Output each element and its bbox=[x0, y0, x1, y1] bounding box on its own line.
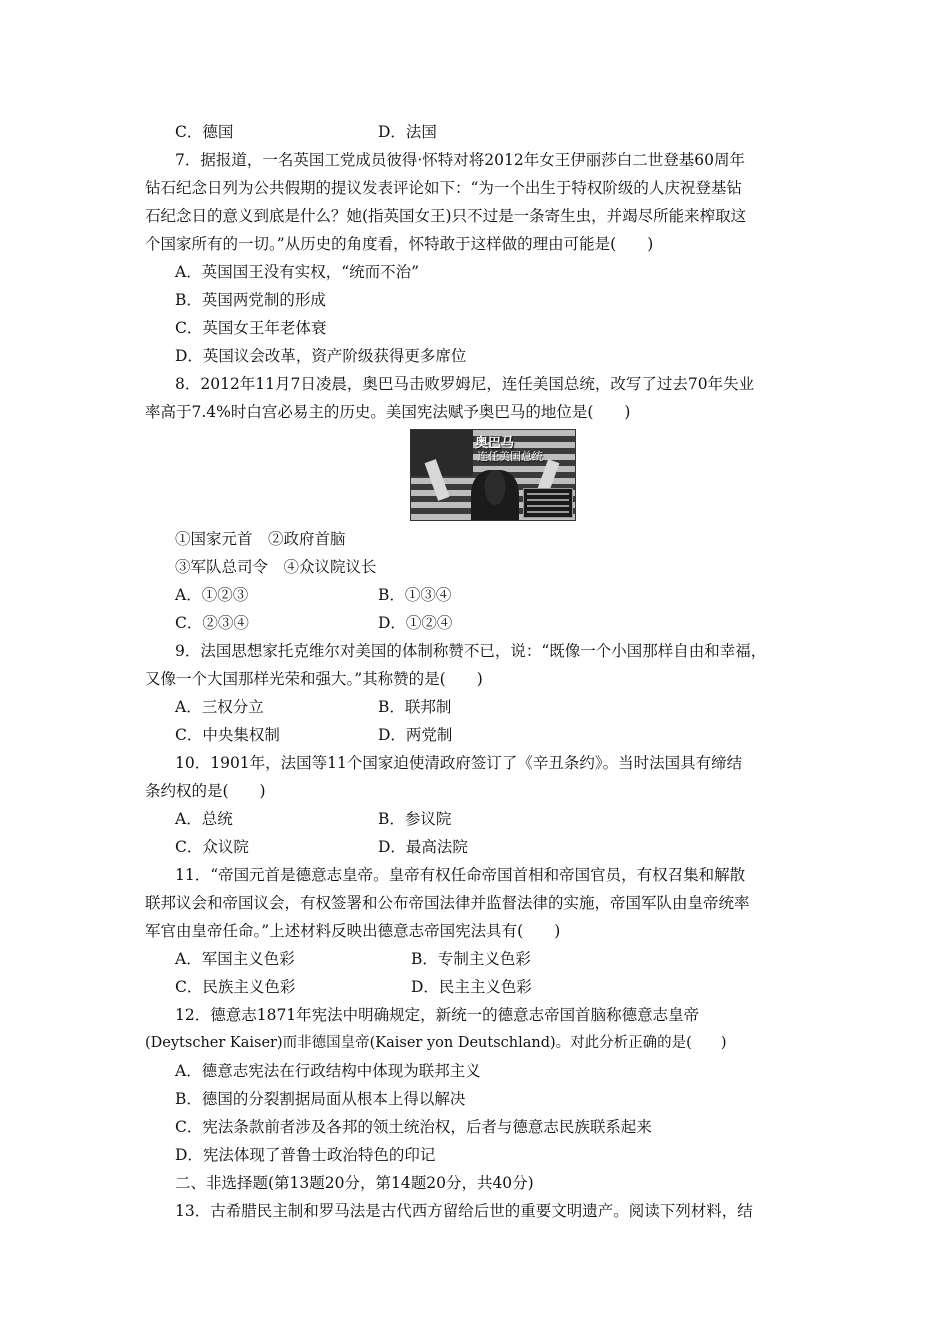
option-b-q12: B．德国的分裂割据局面从根本上得以解决 bbox=[175, 1090, 466, 1108]
question-11-text: 军官由皇帝任命。”上述材料反映出德意志帝国宪法具有( ) bbox=[145, 922, 561, 940]
photo-subtitle: 连任美国总统 bbox=[477, 450, 543, 463]
question-10-text: 10．1901年，法国等11个国家迫使清政府签订了《辛丑条约》。当时法国具有缔结 bbox=[175, 754, 743, 772]
question-9-text: 又像一个大国那样光荣和强大。”其称赞的是( ) bbox=[145, 670, 483, 688]
option-d-q8: D．①②④ bbox=[378, 614, 453, 632]
option-c-q7: C．英国女王年老体衰 bbox=[175, 319, 327, 337]
question-10-text: 条约权的是( ) bbox=[145, 782, 266, 800]
question-7-text: 钻石纪念日列为公共假期的提议发表评论如下：“为一个出生于特权阶级的人庆祝登基钻 bbox=[145, 179, 742, 197]
question-11-text: 联邦议会和帝国议会，有权签署和公布帝国法律并监督法律的实施，帝国军队由皇帝统率 bbox=[145, 894, 750, 912]
option-b-q8: B．①③④ bbox=[378, 586, 452, 604]
option-a-q9: A．三权分立 bbox=[175, 698, 264, 716]
question-12-text: (Deytscher Kaiser)而非德国皇帝(Kaiser yon Deutschland)。对此分析正确的是( ) bbox=[145, 1035, 727, 1051]
question-11-text: 11．“帝国元首是德意志皇帝。皇帝有权任命帝国首相和帝国官员，有权召集和解散 bbox=[175, 866, 746, 884]
flag-canton bbox=[411, 430, 473, 476]
question-8-text: 8．2012年11月7日凌晨，奥巴马击败罗姆尼，连任美国总统，改写了过去70年失业 bbox=[175, 375, 755, 393]
person-figure bbox=[471, 470, 519, 521]
question-12-text: 12．德意志1871年宪法中明确规定，新统一的德意志帝国首脑称德意志皇帝 bbox=[175, 1006, 700, 1024]
question-7-text: 石纪念日的意义到底是什么？她(指英国女王)只不过是一条寄生虫，并竭尽所能来榨取这 bbox=[145, 207, 747, 225]
option-c-q9: C．中央集权制 bbox=[175, 726, 280, 744]
option-b-q7: B．英国两党制的形成 bbox=[175, 291, 326, 309]
option-a-q10: A．总统 bbox=[175, 810, 233, 828]
section-heading: 二、非选择题(第13题20分，第14题20分，共40分) bbox=[175, 1174, 534, 1192]
photo-title: 奥巴马 bbox=[475, 436, 515, 451]
option-a-q8: A．①②③ bbox=[175, 586, 249, 604]
question-8-text: 率高于7.4%时白宫必易主的历史。美国宪法赋予奥巴马的地位是( ) bbox=[145, 403, 631, 421]
option-c-q6: C．德国 bbox=[175, 123, 234, 141]
option-c-q12: C．宪法条款前者涉及各邦的领土统治权，后者与德意志民族联系起来 bbox=[175, 1118, 652, 1136]
option-d-q9: D．两党制 bbox=[378, 726, 453, 744]
question-7-text: 个国家所有的一切。”从历史的角度看，怀特敢于这样做的理由可能是( ) bbox=[145, 235, 654, 253]
option-d-q6: D．法国 bbox=[378, 123, 437, 141]
question-13-text: 13．古希腊民主制和罗马法是古代西方留给后世的重要文明遗产。阅读下列材料，结 bbox=[175, 1202, 753, 1220]
option-a-q7: A．英国国王没有实权，“统而不治” bbox=[175, 263, 420, 281]
option-a-q11: A．军国主义色彩 bbox=[175, 950, 295, 968]
option-b-q10: B．参议院 bbox=[378, 810, 452, 828]
option-d-q7: D．英国议会改革，资产阶级获得更多席位 bbox=[175, 347, 467, 365]
question-7-text: 7．据报道，一名英国工党成员彼得·怀特对将2012年女王伊丽莎白二世登基60周年 bbox=[175, 151, 745, 169]
option-c-q11: C．民族主义色彩 bbox=[175, 978, 296, 996]
option-d-q12: D．宪法体现了普鲁士政治特色的印记 bbox=[175, 1146, 436, 1164]
option-d-q11: D．民主主义色彩 bbox=[411, 978, 532, 996]
q8-statement-1: ①国家元首 ②政府首脑 bbox=[175, 530, 346, 548]
question-9-text: 9．法国思想家托克维尔对美国的体制称赞不已，说：“既像一个小国那样自由和幸福， bbox=[175, 642, 767, 660]
option-a-q12: A．德意志宪法在行政结构中体现为联邦主义 bbox=[175, 1062, 481, 1080]
obama-photo bbox=[410, 429, 576, 521]
option-b-q9: B．联邦制 bbox=[378, 698, 452, 716]
option-b-q11: B．专制主义色彩 bbox=[411, 950, 531, 968]
option-d-q10: D．最高法院 bbox=[378, 838, 468, 856]
photo-caption-box bbox=[523, 488, 573, 518]
option-c-q8: C．②③④ bbox=[175, 614, 249, 632]
option-c-q10: C．众议院 bbox=[175, 838, 249, 856]
q8-statement-2: ③军队总司令 ④众议院议长 bbox=[175, 558, 377, 576]
